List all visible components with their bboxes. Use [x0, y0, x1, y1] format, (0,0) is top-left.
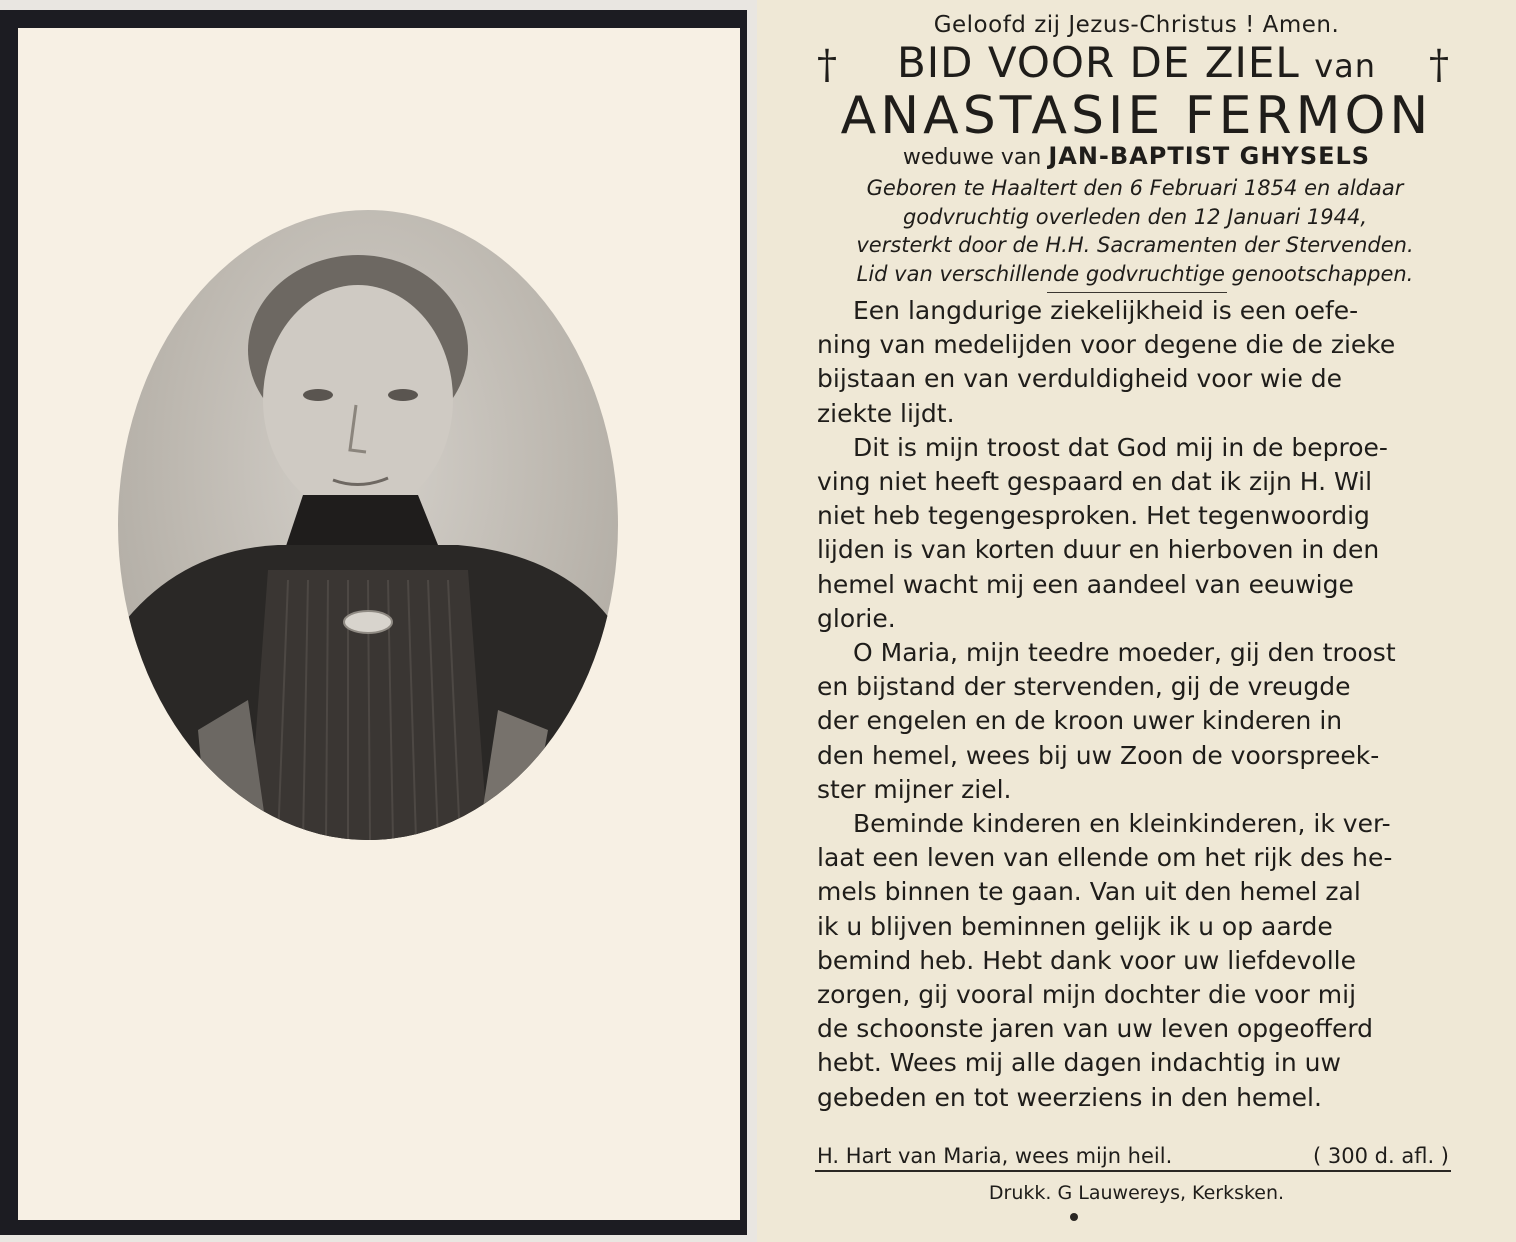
bid-van: van: [1314, 47, 1377, 85]
prayer-text: [817, 294, 1447, 1115]
life-details: [815, 174, 1455, 288]
text-line: O Maria, mijn teedre moeder, gij den troost: [853, 638, 1396, 668]
text-line: laat een leven van ellende om het rijk des he-: [817, 843, 1393, 873]
portrait-card: [0, 0, 757, 1242]
printer-credit: Drukk. G Lauwereys, Kerksken.: [988, 1182, 1285, 1204]
text-line: lijden is van korten duur en hierboven in den: [817, 535, 1380, 565]
bid-heading: [757, 38, 1516, 87]
text-line: hebt. Wees mij alle dagen indachtig in uw: [817, 1048, 1341, 1078]
text-line: Een langdurige ziekelijkheid is een oefe-: [853, 296, 1359, 325]
prayer-card-text: [757, 0, 1516, 1242]
indulgence-note: ( 300 d. afl. ): [1313, 1144, 1449, 1168]
text-line: der engelen en de kroon uwer kinderen in: [817, 706, 1343, 736]
text-line: bijstaan en van verduldigheid voor wie de: [817, 364, 1343, 394]
cross-right-icon: †: [1429, 42, 1449, 88]
text-line: Dit is mijn troost dat God mij in de beproe-: [853, 432, 1388, 462]
text-line: glorie.: [817, 603, 896, 633]
text-line: Beminde kinderen en kleinkinderen, ik ver-: [853, 809, 1391, 839]
text-line: hemel wacht mij een aandeel van eeuwige: [817, 569, 1354, 599]
prayer-footer: [817, 1144, 1449, 1168]
text-line: gebeden en tot weerziens in den hemel.: [817, 1082, 1322, 1112]
ink-spot: [1070, 1213, 1078, 1221]
text-line: zorgen, gij vooral mijn dochter die voor mij: [817, 980, 1357, 1010]
text-line: mels binnen te gaan. Van uit den hemel zal: [817, 877, 1361, 907]
deceased-name: ANASTASIE FERMON: [840, 86, 1433, 146]
portrait-photo: [118, 210, 618, 840]
text-line: ik u blijven beminnen gelijk ik u op aarde: [817, 911, 1333, 941]
spouse-name: JAN-BAPTIST GHYSELS: [1048, 142, 1371, 170]
widow-prefix: weduwe van: [902, 145, 1042, 170]
footer-rule: [815, 1170, 1451, 1172]
text-line: en bijstand der stervenden, gij de vreugde: [817, 672, 1351, 702]
detail-line: versterkt door de H.H. Sacramenten der Stervenden.: [856, 233, 1414, 257]
text-line: ziekte lijdt.: [817, 398, 955, 428]
bid-main: BID VOOR DE ZIEL: [896, 38, 1300, 87]
divider: [1047, 292, 1227, 293]
invocation: Geloofd zij Jezus-Christus ! Amen.: [933, 12, 1340, 38]
detail-line: Geboren te Haaltert den 6 Februari 1854 en aldaar: [866, 176, 1404, 200]
text-line: de schoonste jaren van uw leven opgeofferd: [817, 1014, 1374, 1044]
ejaculatory-prayer: H. Hart van Maria, wees mijn heil.: [817, 1144, 1173, 1168]
text-line: niet heb tegengesproken. Het tegenwoordig: [817, 501, 1370, 531]
detail-line: godvruchtig overleden den 12 Januari 1944,: [902, 204, 1368, 229]
cross-left-icon: †: [817, 42, 837, 88]
text-line: ving niet heeft gespaard en dat ik zijn H. Wil: [817, 467, 1373, 497]
detail-line: Lid van verschillende godvruchtige genootschappen.: [856, 261, 1414, 286]
text-line: bemind heb. Hebt dank voor uw liefdevolle: [817, 945, 1356, 975]
text-line: ster mijner ziel.: [817, 774, 1012, 804]
text-line: den hemel, wees bij uw Zoon de voorspreek-: [817, 740, 1380, 770]
text-line: ning van medelijden voor degene die de zieke: [817, 330, 1396, 360]
widow-line: [757, 142, 1516, 170]
